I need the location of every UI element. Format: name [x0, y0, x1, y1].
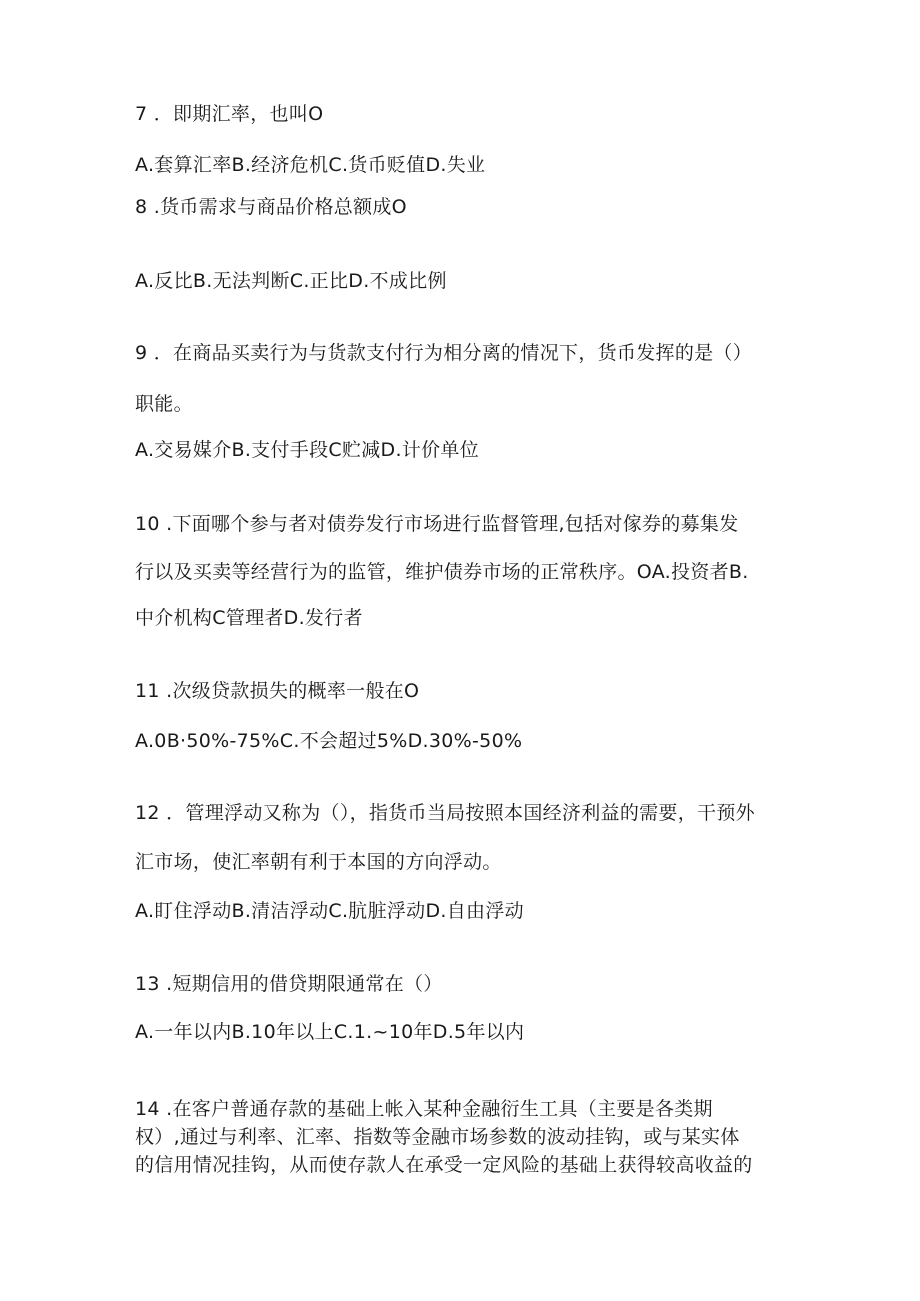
question-9-options: A.交易媒介B.支付手段C贮减D.计价单位 — [135, 439, 480, 461]
question-12-stem-line-2: 汇市场，使汇率朝有利于本国的方向浮动。 — [135, 851, 502, 873]
question-9-stem-line-2: 职能。 — [135, 393, 193, 415]
question-12-options: A.盯住浮动B.清洁浮动C.肮脏浮动D.自由浮动 — [135, 900, 524, 922]
question-11-stem: 11 .次级贷款损失的概率一般在O — [135, 680, 420, 702]
question-10-stem-line-1: 10 .下面哪个参与者对债券发行市场进行监督管理,包括对傢券的募集发 — [135, 513, 739, 535]
question-7-options: A.套算汇率B.经济危机C.货币贬值D.失业 — [135, 154, 486, 176]
question-14-stem-line-1: 14 .在客户普通存款的基础上帐入某种金融衍生工具（主要是各类期 — [135, 1098, 713, 1120]
question-13-options: A.一年以内B.10年以上C.1.~10年D.5年以内 — [135, 1021, 525, 1043]
question-9-stem-line-1: 9 ．在商品买卖行为与货款支付行为相分离的情况下，货币发挥的是（） — [135, 342, 753, 364]
question-12-stem-line-1: 12 ．管理浮动又称为（），指货币当局按照本国经济利益的需要，干预外 — [135, 802, 755, 824]
question-8-stem: 8 .货币需求与商品价格总额成O — [135, 196, 407, 218]
question-10-stem-line-3: 中介机构C管理者D.发行者 — [135, 607, 363, 629]
question-11-options: A.0B·50%-75%C.不会超过5%D.30%-50% — [135, 730, 523, 752]
question-14-stem-line-2: 权）,通过与利率、汇率、指数等金融市场参数的波动挂钩，或与某实体 — [135, 1126, 740, 1148]
question-8-options: A.反比B.无法判断C.正比D.不成比例 — [135, 270, 447, 292]
question-7-stem: 7 ．即期汇率，也叫O — [135, 103, 324, 125]
question-14-stem-line-3: 的信用情况挂钩，从而使存款人在承受一定风险的基础上获得较高收益的 — [135, 1154, 753, 1176]
question-10-stem-line-2: 行以及买卖等经营行为的监管，维护债券市场的正常秩序。OA.投资者B. — [135, 561, 749, 583]
question-13-stem: 13 .短期信用的借贷期限通常在（） — [135, 973, 443, 995]
